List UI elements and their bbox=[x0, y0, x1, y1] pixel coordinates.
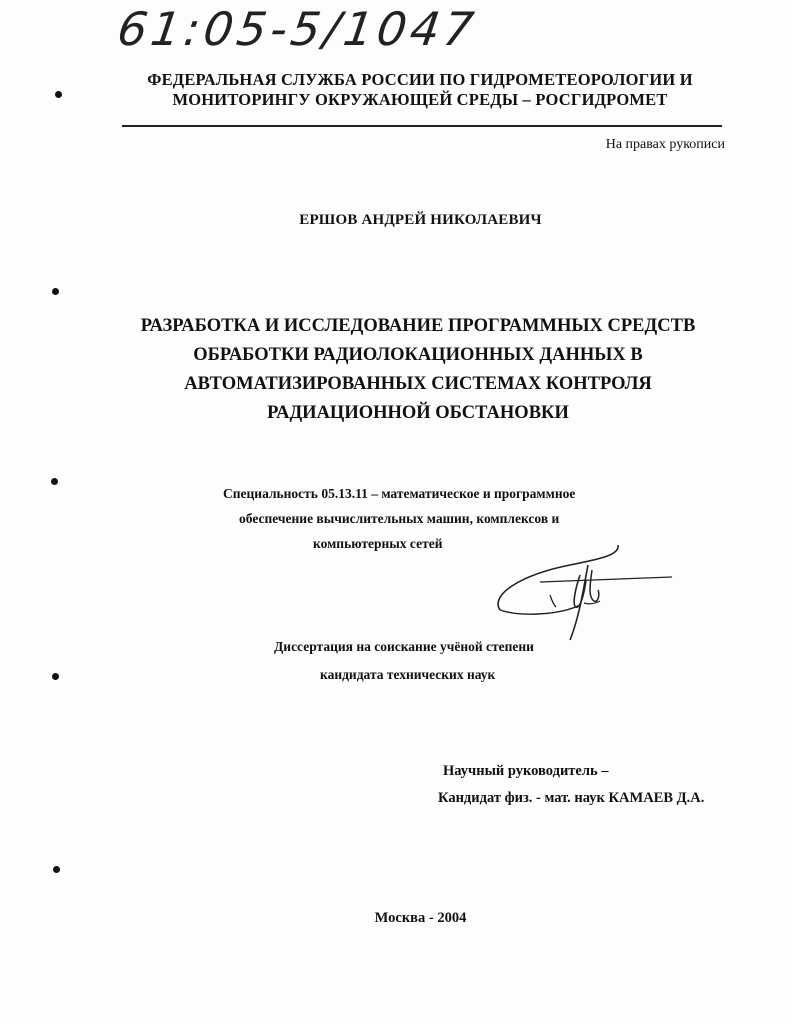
archive-number: 61:05-5/1047 bbox=[114, 2, 481, 56]
title-line: РАДИАЦИОННОЙ ОБСТАНОВКИ bbox=[267, 403, 569, 423]
binding-hole-mark bbox=[52, 673, 59, 680]
degree-line: кандидата технических наук bbox=[320, 667, 496, 682]
organization-line: МОНИТОРИНГУ ОКРУЖАЮЩЕЙ СРЕДЫ – РОСГИДРОМЕТ bbox=[172, 90, 668, 109]
organization-line: ФЕДЕРАЛЬНАЯ СЛУЖБА РОССИИ ПО ГИДРОМЕТЕОРОЛОГИИ И bbox=[147, 70, 693, 89]
header-divider bbox=[122, 125, 722, 127]
specialty-line: Специальность 05.13.11 – математическое и программное bbox=[223, 486, 576, 501]
binding-hole-mark bbox=[52, 288, 59, 295]
advisor-label: Научный руководитель – bbox=[443, 763, 609, 779]
specialty-line: компьютерных сетей bbox=[313, 536, 443, 551]
advisor-block bbox=[438, 758, 705, 812]
binding-hole-mark bbox=[53, 866, 60, 873]
organization-header bbox=[120, 70, 720, 110]
title-line: ОБРАБОТКИ РАДИОЛОКАЦИОННЫХ ДАННЫХ В bbox=[193, 345, 643, 365]
title-line: АВТОМАТИЗИРОВАННЫХ СИСТЕМАХ КОНТРОЛЯ bbox=[184, 374, 652, 394]
rights-note: На правах рукописи bbox=[605, 137, 725, 152]
thesis-title bbox=[100, 312, 736, 428]
title-line: РАЗРАБОТКА И ИССЛЕДОВАНИЕ ПРОГРАММНЫХ СРЕДСТВ bbox=[140, 316, 696, 336]
binding-hole-mark bbox=[55, 91, 62, 98]
specialty-line: обеспечение вычислительных машин, комплексов и bbox=[239, 511, 560, 526]
degree-line: Диссертация на соискание учёной степени bbox=[274, 639, 534, 654]
author-name: ЕРШОВ АНДРЕЙ НИКОЛАЕВИЧ bbox=[299, 212, 542, 228]
city-year: Москва - 2004 bbox=[374, 910, 467, 926]
binding-hole-mark bbox=[51, 478, 58, 485]
advisor-name: Кандидат физ. - мат. наук КАМАЕВ Д.А. bbox=[438, 790, 705, 806]
signature-image bbox=[480, 535, 680, 645]
degree-block bbox=[274, 633, 534, 689]
